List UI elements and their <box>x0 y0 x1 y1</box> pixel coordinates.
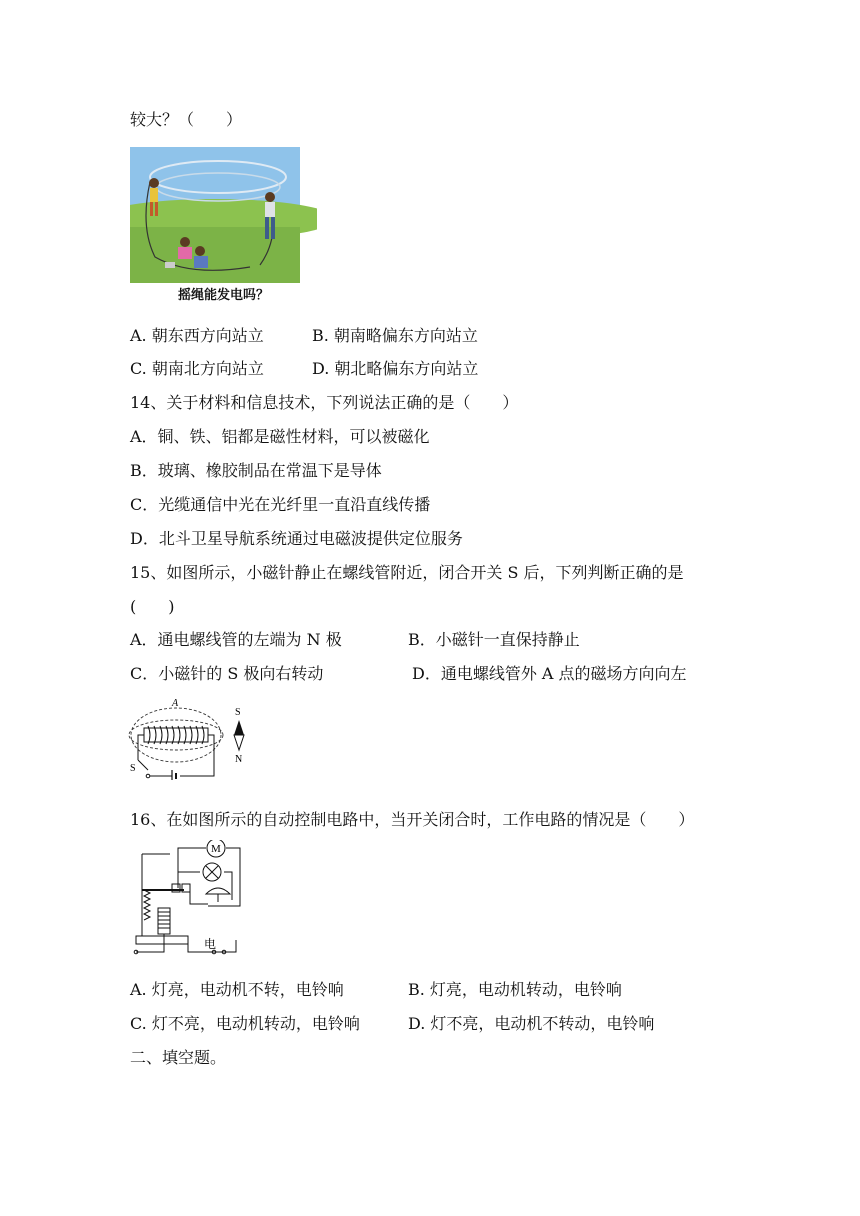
switch-label: S <box>130 763 136 774</box>
motor-label: M <box>211 843 221 855</box>
q14-option-c: C．光缆通信中光在光纤里一直沿直线传播 <box>130 495 431 514</box>
q13-figure-caption: 摇绳能发电吗？ <box>130 283 317 309</box>
q16-option-d: D. 灯不亮，电动机不转动，电铃响 <box>408 1014 655 1033</box>
q15-figure <box>128 698 258 780</box>
power-source-label: 电 <box>204 937 217 951</box>
needle-s-label: S <box>235 707 241 718</box>
q15-stem-line1: 15、如图所示，小磁针静止在螺线管附近，闭合开关 S 后，下列判断正确的是 <box>130 563 684 582</box>
q16-option-a: A. 灯亮，电动机不转，电铃响 <box>130 980 344 999</box>
q14-option-b: B．玻璃、橡胶制品在常温下是导体 <box>130 461 382 480</box>
relay-circuit-diagram <box>128 840 248 960</box>
q15-option-b: B．小磁针一直保持静止 <box>408 630 580 649</box>
q14-stem: 14、关于材料和信息技术，下列说法正确的是（ ） <box>130 393 519 412</box>
q16-stem: 16、在如图所示的自动控制电路中，当开关闭合时，工作电路的情况是（ ） <box>130 810 695 829</box>
q14-option-a: A．铜、铁、铝都是磁性材料，可以被磁化 <box>130 427 430 446</box>
q16-option-b: B. 灯亮，电动机转动，电铃响 <box>408 980 622 999</box>
q13-option-c: C. 朝南北方向站立 <box>130 359 264 378</box>
q15-option-d: D．通电螺线管外 A 点的磁场方向向左 <box>412 664 687 683</box>
solenoid-circuit-diagram <box>128 698 258 780</box>
q16-figure <box>128 840 248 960</box>
q13-stem-tail: 较大？（ ） <box>130 110 243 129</box>
q15-option-a: A．通电螺线管的左端为 N 极 <box>130 630 342 649</box>
q15-option-c: C．小磁针的 S 极向右转动 <box>130 664 324 683</box>
q14-option-d: D．北斗卫星导航系统通过电磁波提供定位服务 <box>130 529 463 548</box>
q13-option-b: B. 朝南略偏东方向站立 <box>312 326 478 345</box>
q15-stem-line2: ( ) <box>130 597 175 616</box>
section2-title: 二、填空题。 <box>130 1048 227 1067</box>
needle-n-label: N <box>235 754 243 765</box>
q13-option-d: D. 朝北略偏东方向站立 <box>312 359 479 378</box>
q13-option-a: A. 朝东西方向站立 <box>130 326 264 345</box>
q13-figure <box>130 147 317 309</box>
q16-option-c: C. 灯不亮，电动机转动，电铃响 <box>130 1014 360 1033</box>
point-a-label: A <box>172 698 179 709</box>
